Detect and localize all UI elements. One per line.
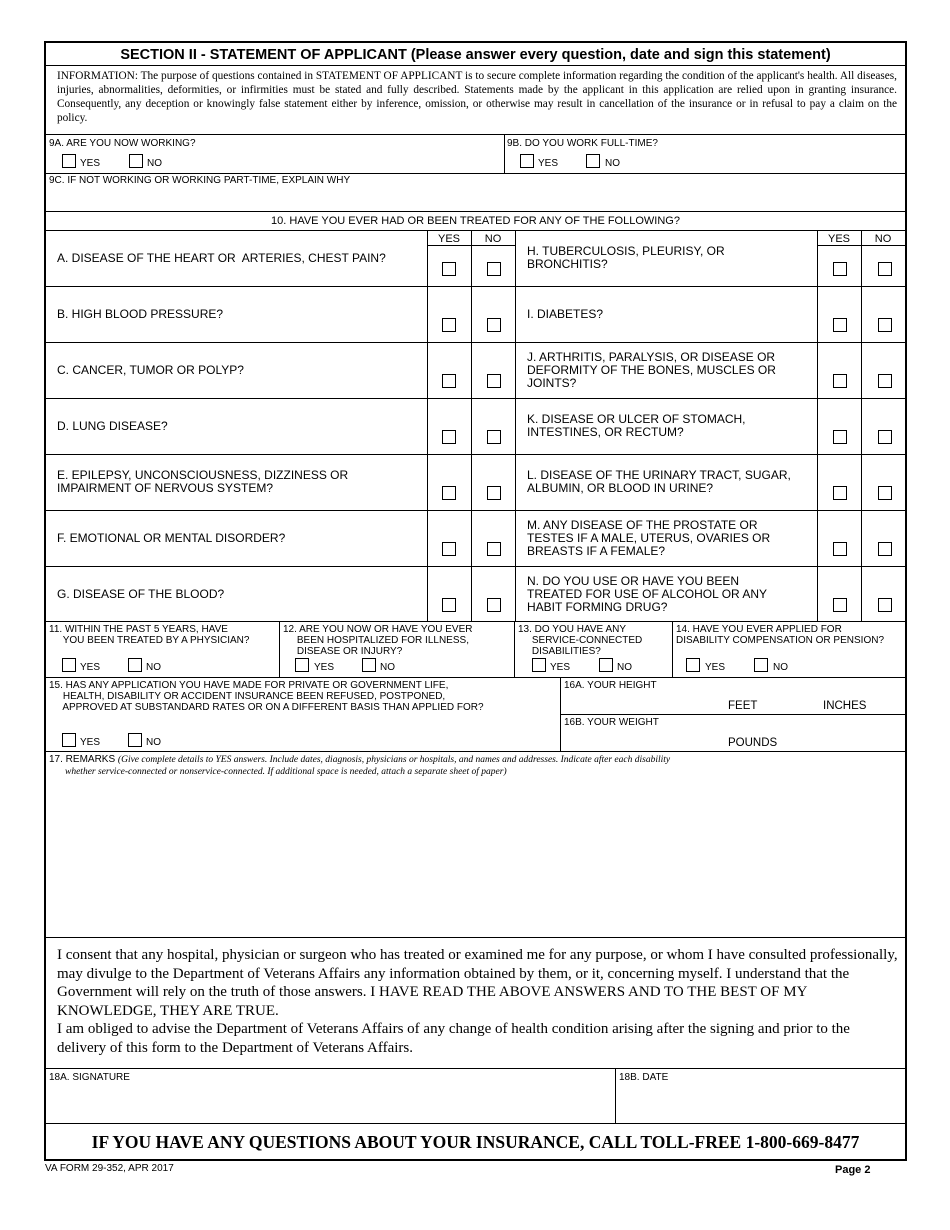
yes-label: YES	[314, 662, 335, 673]
form-identifier: VA FORM 29-352, APR 2017	[45, 1163, 174, 1174]
q10-left-question: B. HIGH BLOOD PRESSURE?	[57, 306, 224, 321]
yes-label: YES	[80, 158, 101, 169]
yes-label: YES	[705, 662, 726, 673]
q10-left-yes-checkbox[interactable]	[442, 318, 456, 332]
q10-left-question: A. DISEASE OF THE HEART OR ARTERIES, CHEST PAIN?	[57, 250, 386, 265]
divider	[279, 621, 280, 677]
q11-no-checkbox[interactable]	[128, 658, 142, 672]
q17-label	[49, 754, 899, 778]
inches-label: INCHES	[823, 700, 867, 712]
q14-yes-checkbox[interactable]	[686, 658, 700, 672]
q12-no-checkbox[interactable]	[362, 658, 376, 672]
va-form-29-352-page-2	[44, 41, 907, 1161]
q10-right-question: H. TUBERCULOSIS, PLEURISY, OR BRONCHITIS?	[527, 244, 725, 271]
consent-paragraph-2: I am obliged to advise the Department of Veterans Affairs of any change of health condition arising after the signing and prior to the delivery of this form to the Department of Veterans Affairs.	[57, 1021, 850, 1056]
divider	[427, 342, 515, 343]
no-column-header: NO	[874, 233, 892, 245]
divider	[46, 751, 905, 752]
no-label: NO	[380, 662, 395, 673]
q11-label: 11. WITHIN THE PAST 5 YEARS, HAVE YOU BEEN TREATED BY A PHYSICIAN?	[49, 624, 250, 646]
remarks-textarea[interactable]	[46, 778, 905, 936]
q18a-label: 18A. SIGNATURE	[49, 1072, 130, 1083]
q10-right-yes-checkbox[interactable]	[833, 318, 847, 332]
q9b-label: 9B. DO YOU WORK FULL-TIME?	[507, 138, 658, 149]
q15-yes-checkbox[interactable]	[62, 733, 76, 747]
q13-yes-checkbox[interactable]	[532, 658, 546, 672]
yes-label: YES	[538, 158, 559, 169]
q17-instructions: (Give complete details to YES answers. Include dates, diagnosis, physicians or hospitals, and names and addresses. Indicate after each disability	[117, 755, 671, 765]
q10-right-yes-checkbox[interactable]	[833, 374, 847, 388]
q10-right-no-checkbox[interactable]	[878, 486, 892, 500]
q10-right-yes-checkbox[interactable]	[833, 598, 847, 612]
divider	[46, 134, 905, 135]
q10-left-yes-checkbox[interactable]	[442, 486, 456, 500]
q10-right-question: K. DISEASE OR ULCER OF STOMACH, INTESTINES, OR RECTUM?	[527, 412, 746, 439]
divider	[427, 286, 515, 287]
q10-left-yes-checkbox[interactable]	[442, 262, 456, 276]
q10-left-no-checkbox[interactable]	[487, 430, 501, 444]
q10-right-no-checkbox[interactable]	[878, 430, 892, 444]
q10-right-no-checkbox[interactable]	[878, 598, 892, 612]
q9c-explanation-field[interactable]	[46, 187, 905, 211]
yes-label: YES	[80, 662, 101, 673]
q11-yes-checkbox[interactable]	[62, 658, 76, 672]
divider	[46, 677, 905, 678]
no-label: NO	[617, 662, 632, 673]
toll-free-notice: IF YOU HAVE ANY QUESTIONS ABOUT YOUR INSURANCE, CALL TOLL-FREE 1-800-669-8477	[91, 1132, 860, 1152]
q9a-no-checkbox[interactable]	[129, 154, 143, 168]
q10-right-yes-checkbox[interactable]	[833, 542, 847, 556]
divider	[427, 230, 428, 622]
yes-label: YES	[80, 737, 101, 748]
yes-column-header: YES	[827, 233, 850, 245]
q10-right-no-checkbox[interactable]	[878, 262, 892, 276]
divider	[817, 245, 905, 246]
q10-left-no-checkbox[interactable]	[487, 598, 501, 612]
q10-left-question: E. EPILEPSY, UNCONSCIOUSNESS, DIZZINESS OR IMPAIRMENT OF NERVOUS SYSTEM?	[57, 468, 349, 495]
divider	[504, 134, 505, 173]
q10-right-question: I. DIABETES?	[527, 306, 604, 321]
q10-right-question: J. ARTHRITIS, PARALYSIS, OR DISEASE OR DEFORMITY OF THE BONES, MUSCLES OR JOINTS?	[527, 349, 776, 390]
q10-right-yes-checkbox[interactable]	[833, 262, 847, 276]
q12-yes-checkbox[interactable]	[295, 658, 309, 672]
q10-left-question: F. EMOTIONAL OR MENTAL DISORDER?	[57, 530, 286, 545]
divider	[46, 65, 905, 66]
divider	[427, 566, 515, 567]
feet-label: FEET	[728, 700, 758, 712]
divider	[514, 621, 515, 677]
consent-statement	[57, 946, 899, 1057]
q14-label: 14. HAVE YOU EVER APPLIED FOR DISABILITY COMPENSATION OR PENSION?	[676, 624, 885, 646]
q14-no-checkbox[interactable]	[754, 658, 768, 672]
q17-instructions-continued: whether service-connected or nonservice-connected. If additional space is needed, attach a separate sheet of paper)	[65, 767, 507, 777]
divider	[427, 510, 515, 511]
no-label: NO	[773, 662, 788, 673]
date-field[interactable]	[617, 1085, 905, 1122]
q10-left-no-checkbox[interactable]	[487, 542, 501, 556]
q10-left-no-checkbox[interactable]	[487, 262, 501, 276]
q10-right-no-checkbox[interactable]	[878, 318, 892, 332]
divider	[817, 230, 818, 622]
q9a-yes-checkbox[interactable]	[62, 154, 76, 168]
page-number: Page 2	[835, 1164, 871, 1176]
divider	[672, 621, 673, 677]
q9a-label: 9A. ARE YOU NOW WORKING?	[49, 138, 196, 149]
q10-left-no-checkbox[interactable]	[487, 486, 501, 500]
q10-left-no-checkbox[interactable]	[487, 318, 501, 332]
divider	[515, 230, 516, 622]
q9b-yes-checkbox[interactable]	[520, 154, 534, 168]
q10-right-question: N. DO YOU USE OR HAVE YOU BEEN TREATED FOR USE OF ALCOHOL OR ANY HABIT FORMING DRUG?	[527, 573, 768, 614]
divider	[427, 454, 515, 455]
q10-left-question: G. DISEASE OF THE BLOOD?	[57, 586, 225, 601]
q12-label: 12. ARE YOU NOW OR HAVE YOU EVER BEEN HOSPITALIZED FOR ILLNESS, DISEASE OR INJURY?	[283, 624, 473, 657]
q10-right-no-checkbox[interactable]	[878, 374, 892, 388]
yes-label: YES	[550, 662, 571, 673]
information-paragraph: INFORMATION: The purpose of questions contained in STATEMENT OF APPLICANT is to secure complete information regarding the condition of the applicant's health. All diseases, injuries, abnormalities, deformities, or infirmities must be stated and fully described. Statements made by the applicant in this application are relied upon in granting insurance. Consequently, any deception or knowingly false statement either by inference, omission, or otherwise may result in cancellation of the insurance or in refusal to pay a claim on the policy.	[57, 70, 897, 124]
q10-left-question: D. LUNG DISEASE?	[57, 418, 168, 433]
q10-left-yes-checkbox[interactable]	[442, 542, 456, 556]
q13-label: 13. DO YOU HAVE ANY SERVICE-CONNECTED DISABILITIES?	[518, 624, 643, 657]
q17-title: 17. REMARKS	[49, 754, 116, 765]
q10-left-yes-checkbox[interactable]	[442, 598, 456, 612]
q10-right-yes-checkbox[interactable]	[833, 430, 847, 444]
divider	[46, 937, 905, 938]
divider	[46, 211, 905, 212]
divider	[46, 621, 905, 622]
section-title: SECTION II - STATEMENT OF APPLICANT (Please answer every question, date and sign this statement)	[120, 47, 831, 63]
divider	[46, 230, 905, 231]
q10-left-yes-checkbox[interactable]	[442, 430, 456, 444]
q15-label: 15. HAS ANY APPLICATION YOU HAVE MADE FOR PRIVATE OR GOVERNMENT LIFE, HEALTH, DISABILITY OR ACCIDENT INSURANCE BEEN REFUSED, POSTPONED, APPROVED AT SUBSTANDARD RATES OR ON A DIFFERENT BASIS THAN APPLIED FOR?	[49, 680, 484, 713]
no-label: NO	[605, 158, 620, 169]
q10-right-question: M. ANY DISEASE OF THE PROSTATE OR TESTES IF A MALE, UTERUS, OVARIES OR BREASTS IF A FEMALE?	[527, 517, 771, 558]
divider	[861, 230, 862, 622]
q10-title: 10. HAVE YOU EVER HAD OR BEEN TREATED FOR ANY OF THE FOLLOWING?	[271, 215, 680, 227]
q10-left-no-checkbox[interactable]	[487, 374, 501, 388]
no-label: NO	[146, 737, 161, 748]
divider	[46, 1068, 905, 1069]
q9b-no-checkbox[interactable]	[586, 154, 600, 168]
no-label: NO	[146, 662, 161, 673]
consent-paragraph-1: I consent that any hospital, physician or surgeon who has treated or examined me for any purpose, or whom I have consulted professionally, may divulge to the Department of Veterans Affairs any information obtained by them, or it, concerning myself. I understand that the Government will rely on the truth of those answers. I HAVE READ THE ABOVE ANSWERS AND TO THE BEST OF MY KNOWLEDGE, THEY ARE TRUE.	[57, 947, 898, 1019]
q16a-label: 16A. YOUR HEIGHT	[564, 680, 657, 691]
q9c-label: 9C. IF NOT WORKING OR WORKING PART-TIME, EXPLAIN WHY	[49, 175, 351, 186]
divider	[427, 398, 515, 399]
divider	[560, 714, 905, 715]
divider	[46, 1123, 905, 1124]
q10-right-no-checkbox[interactable]	[878, 542, 892, 556]
pounds-label: POUNDS	[728, 737, 778, 749]
divider	[46, 173, 905, 174]
q10-left-yes-checkbox[interactable]	[442, 374, 456, 388]
divider	[471, 230, 472, 622]
q10-right-yes-checkbox[interactable]	[833, 486, 847, 500]
q10-right-question: L. DISEASE OF THE URINARY TRACT, SUGAR, ALBUMIN, OR BLOOD IN URINE?	[527, 468, 791, 495]
q16b-label: 16B. YOUR WEIGHT	[564, 717, 659, 728]
q13-no-checkbox[interactable]	[599, 658, 613, 672]
no-column-header: NO	[484, 233, 502, 245]
q15-no-checkbox[interactable]	[128, 733, 142, 747]
divider	[427, 245, 515, 246]
signature-field[interactable]	[46, 1085, 614, 1122]
divider	[615, 1068, 616, 1123]
q10-left-question: C. CANCER, TUMOR OR POLYP?	[57, 362, 244, 377]
no-label: NO	[147, 158, 162, 169]
yes-column-header: YES	[437, 233, 460, 245]
q18b-label: 18B. DATE	[619, 1072, 669, 1083]
